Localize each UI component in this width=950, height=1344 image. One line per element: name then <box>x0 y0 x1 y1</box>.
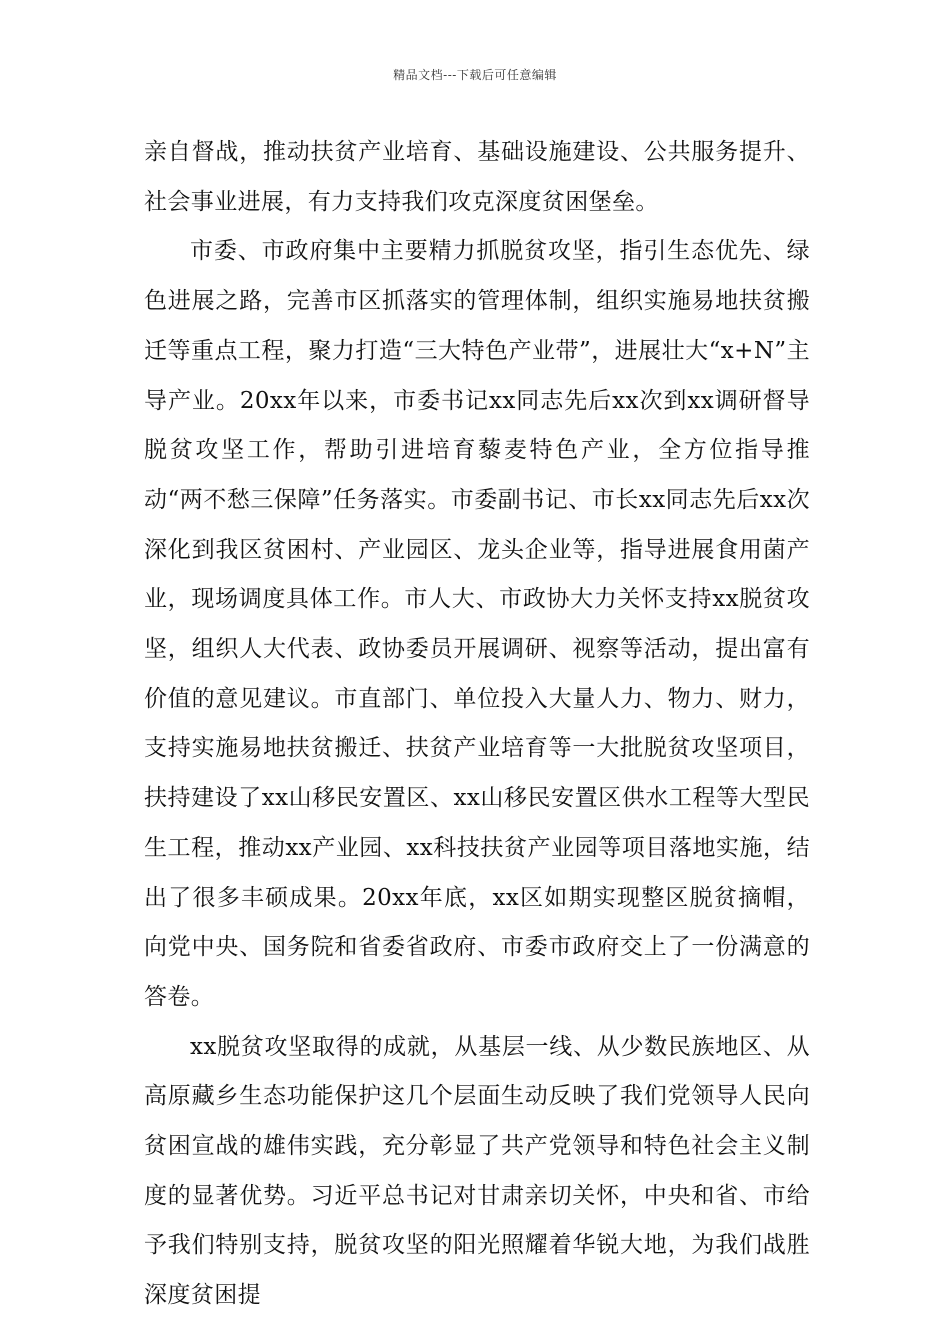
paragraph-2: 市委、市政府集中主要精力抓脱贫攻坚，指引生态优先、绿色进展之路，完善市区抓落实的管理体制，组织实施易地扶贫搬迁等重点工程，聚力打造“三大特色产业带”，进展壮大“x+N”主导产业。20xx年以来，市委书记xx同志先后xx次到xx调研督导脱贫攻坚工作，帮助引进培育藜麦特色产业，全方位指导推动“两不愁三保障”任务落实。市委副书记、市长xx同志先后xx次深化到我区贫困村、产业园区、龙头企业等，指导进展食用菌产业，现场调度具体工作。市人大、市政协大力关怀支持xx脱贫攻坚，组织人大代表、政协委员开展调研、视察等活动，提出富有价值的意见建议。市直部门、单位投入大量人力、物力、财力，支持实施易地扶贫搬迁、扶贫产业培育等一大批脱贫攻坚项目，扶持建设了xx山移民安置区、xx山移民安置区供水工程等大型民生工程，推动xx产业园、xx科技扶贫产业园等项目落地实施，结出了很多丰硕成果。20xx年底，xx区如期实现整区脱贫摘帽，向党中央、国务院和省委省政府、市委市政府交上了一份满意的答卷。 <box>144 238 810 1010</box>
paragraph-1: 亲自督战，推动扶贫产业培育、基础设施建设、公共服务提升、社会事业进展，有力支持我们攻克深度贫困堡垒。 <box>144 139 810 215</box>
paragraph-3: xx脱贫攻坚取得的成就，从基层一线、从少数民族地区、从高原藏乡生态功能保护这几个层面生动反映了我们党领导人民向贫困宣战的雄伟实践，充分彰显了共产党领导和特色社会主义制度的显著优势。习近平总书记对甘肃亲切关怀，中央和省、市给予我们特别支持，脱贫攻坚的阳光照耀着华锐大地，为我们战胜深度贫困提 <box>144 1033 810 1309</box>
document-body <box>144 128 810 1321</box>
page-header: 精品文档---下载后可任意编辑 <box>393 68 557 82</box>
